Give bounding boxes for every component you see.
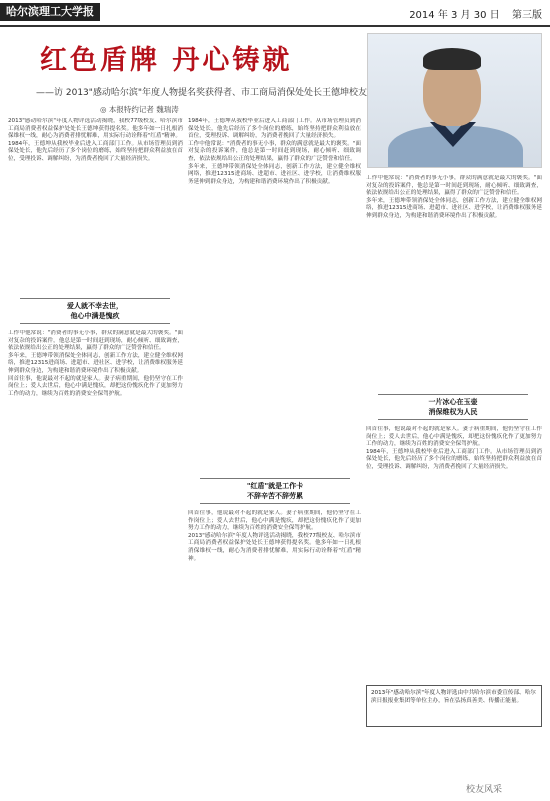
paragraph-3b: 工作中他常说："消费者的事无小事，群众的满意就是最大的褒奖。"面对复杂的投诉案件，他总是第一时间赶到现场，耐心倾听、细致调查，依法依规给出公正的处理结果，赢得了群众的广泛赞誉和信任。 bbox=[188, 140, 361, 162]
paragraph-5c: 回首往事，他说最对不起的就是家人。妻子病重期间，他仍坚守在工作岗位上；爱人去世后，他心中满是愧疚，却把这份愧疚化作了更加努力工作的动力，继续为百姓的消费安全保驾护航。 bbox=[366, 426, 542, 448]
article-byline: ◎ 本报特约记者 魏瑞涛 bbox=[100, 105, 179, 114]
paragraph-3c: 工作中他常说："消费者的事无小事，群众的满意就是最大的褒奖。"面对复杂的投诉案件，他总是第一时间赶到现场，耐心倾听、细致调查，依法依规给出公正的处理结果，赢得了群众的广泛赞誉和信任。 bbox=[366, 175, 542, 197]
portrait-photo bbox=[367, 33, 542, 168]
paragraph-3: 工作中他常说："消费者的事无小事，群众的满意就是最大的褒奖。"面对复杂的投诉案件，他总是第一时间赶到现场，耐心倾听、细致调查，依法依规给出公正的处理结果，赢得了群众的广泛赞誉和信任。 bbox=[8, 330, 183, 352]
issue-date bbox=[409, 6, 542, 21]
paragraph-5b: 回首往事，他说最对不起的就是家人。妻子病重期间，他仍坚守在工作岗位上；爱人去世后，他心中满是愧疚，却把这份愧疚化作了更加努力工作的动力，继续为百姓的消费安全保驾护航。 bbox=[188, 510, 361, 532]
edition-text: 第三版 bbox=[512, 10, 542, 21]
info-box: 2013年"感动哈尔滨"年度人物评选由中共哈尔滨市委宣传部、哈尔滨日报报业集团等单位主办，旨在弘扬真善美、传播正能量。 bbox=[366, 685, 542, 727]
pullquote-2: "红盾"就是工作卡 不辞辛苦不辞劳累 bbox=[200, 478, 350, 504]
pullquote-1: 爱人就不幸去世， 他心中满是愧疚 bbox=[20, 298, 170, 324]
paragraph-2: 1984年，王德坤从我校毕业后进入工商部门工作。从市场管理员到消保处处长，他先后经历了多个岗位的磨练，始终坚持把群众利益放在首位，受理投诉、调解纠纷，为消费者挽回了大量经济损失。 bbox=[8, 140, 183, 162]
text-column-2b bbox=[188, 510, 361, 780]
paragraph-4c: 多年来，王德坤带领消保处全体同志，创新工作方法，建立健全维权网络，推进12315进商场、进超市、进社区、进学校，让消费维权服务延伸到群众身边，为构建和谐消费环境作出了积极贡献。 bbox=[366, 197, 542, 219]
paragraph-4: 多年来，王德坤带领消保处全体同志，创新工作方法，建立健全维权网络，推进12315进商场、进超市、进社区、进学校，让消费维权服务延伸到群众身边，为构建和谐消费环境作出了积极贡献。 bbox=[8, 352, 183, 374]
text-column-3b bbox=[366, 426, 542, 681]
paper-name: 哈尔滨理工大学报 bbox=[0, 3, 100, 21]
text-column-2a bbox=[188, 118, 361, 473]
masthead bbox=[0, 0, 550, 27]
portrait-hair bbox=[423, 48, 481, 70]
paragraph-1: 2013"感动哈尔滨"年度人物评选活动揭晓，我校77级校友、哈尔滨市工商局消费者权益保护处处长王德坤获得提名奖。他多年如一日扎根消保维权一线，耐心为消费者排忧解难，用实际行动诠释着"红盾"精神。 bbox=[8, 118, 183, 140]
section-stamp: 校友风采 bbox=[466, 785, 503, 795]
text-column-1a bbox=[8, 118, 183, 293]
paragraph-2c: 1984年，王德坤从我校毕业后进入工商部门工作。从市场管理员到消保处处长，他先后经历了多个岗位的磨练，始终坚持把群众利益放在首位，受理投诉、调解纠纷，为消费者挽回了大量经济损失。 bbox=[366, 448, 542, 470]
text-column-3a bbox=[366, 175, 542, 390]
paragraph-5: 回首往事，他说最对不起的就是家人。妻子病重期间，他仍坚守在工作岗位上；爱人去世后，他心中满是愧疚，却把这份愧疚化作了更加努力工作的动力，继续为百姓的消费安全保驾护航。 bbox=[8, 375, 183, 397]
paragraph-4b: 多年来，王德坤带领消保处全体同志，创新工作方法，建立健全维权网络，推进12315进商场、进超市、进社区、进学校，让消费维权服务延伸到群众身边，为构建和谐消费环境作出了积极贡献。 bbox=[188, 163, 361, 185]
article-subhead: ——访 2013"感动哈尔滨"年度人物提名奖获得者、市工商局消保处处长王德坤校友 bbox=[36, 88, 368, 98]
pullquote-3: 一片冰心在玉壶 消保维权为人民 bbox=[378, 394, 528, 420]
article-headline: 红色盾牌 丹心铸就 bbox=[40, 45, 293, 76]
paragraph-1b: 2013"感动哈尔滨"年度人物评选活动揭晓，我校77级校友、哈尔滨市工商局消费者权益保护处处长王德坤获得提名奖。他多年如一日扎根消保维权一线，耐心为消费者排忧解难，用实际行动诠释着"红盾"精神。 bbox=[188, 532, 361, 562]
date-text: 2014 年 3 月 30 日 bbox=[409, 10, 500, 21]
paragraph-2b: 1984年，王德坤从我校毕业后进入工商部门工作。从市场管理员到消保处处长，他先后经历了多个岗位的磨练，始终坚持把群众利益放在首位，受理投诉、调解纠纷，为消费者挽回了大量经济损失。 bbox=[188, 118, 361, 140]
text-column-1b bbox=[8, 330, 183, 780]
